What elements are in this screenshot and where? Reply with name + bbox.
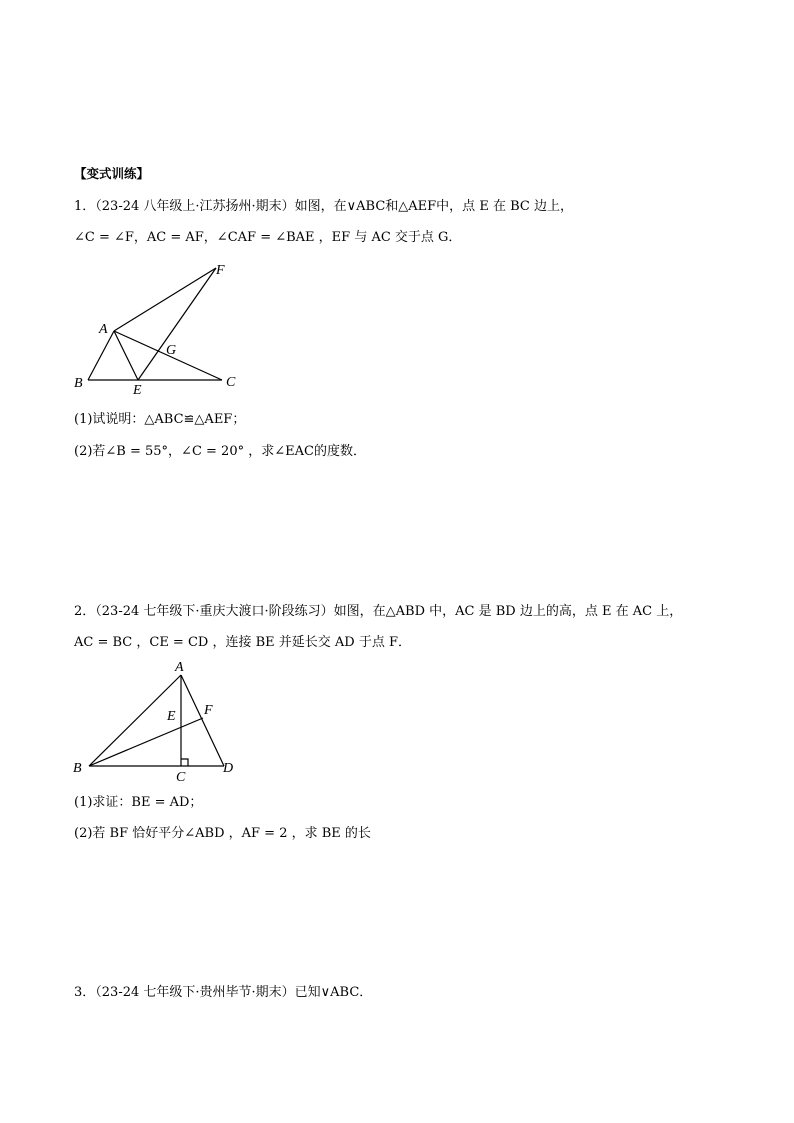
- problem-1-question-2: (2)若∠B = 55°，∠C = 20° ，求∠EAC的度数．: [74, 444, 366, 459]
- label-A: A: [99, 322, 108, 337]
- label-B: B: [73, 761, 82, 776]
- segment-AD: [181, 675, 224, 766]
- problem-2-condition: AC = BC ，CE = CD ，连接 BE 并延长交 AD 于点 F．: [74, 635, 411, 650]
- problem-1-condition: ∠C = ∠F，AC = AF，∠CAF = ∠BAE ，EF 与 AC 交于点 G．: [74, 230, 462, 245]
- problem-1-figure: [70, 258, 250, 398]
- label-E: E: [133, 383, 142, 398]
- label-G: G: [166, 343, 177, 358]
- problem-2-question-2: (2)若 BF 恰好平分∠ABD ，AF = 2 ，求 BE 的长: [74, 826, 371, 841]
- segment-AB: [88, 331, 114, 380]
- problem-2-figure: [70, 656, 250, 786]
- segment-EF: [138, 268, 216, 380]
- label-C: C: [176, 770, 186, 785]
- problem-2-intro: 2．（23-24 七年级下·重庆大渡口·阶段练习）如图，在△ABD 中，AC 是 BD 边上的高，点 E 在 AC 上，: [74, 604, 683, 619]
- label-D: D: [223, 761, 234, 776]
- segment-AF: [114, 268, 216, 331]
- label-F: F: [204, 703, 213, 718]
- label-A: A: [175, 660, 184, 675]
- problem-3-intro: 3．（23-24 七年级下·贵州毕节·期末）已知∨ABC．: [74, 985, 373, 1000]
- label-C: C: [226, 375, 236, 390]
- segment-AE: [114, 331, 138, 380]
- label-E: E: [167, 709, 176, 724]
- section-heading: 【变式训练】: [74, 166, 150, 181]
- label-F: F: [216, 263, 225, 278]
- problem-1-intro: 1．（23-24 八年级上·江苏扬州·期末）如图，在∨ABC和△AEF中，点 E 在 BC 边上，: [74, 199, 573, 214]
- problem-1-question-1: (1)试说明：△ABC≌△AEF；: [74, 412, 246, 427]
- problem-2-question-1: (1)求证：BE = AD；: [74, 795, 203, 810]
- right-angle-mark: [181, 759, 188, 766]
- label-B: B: [74, 376, 83, 391]
